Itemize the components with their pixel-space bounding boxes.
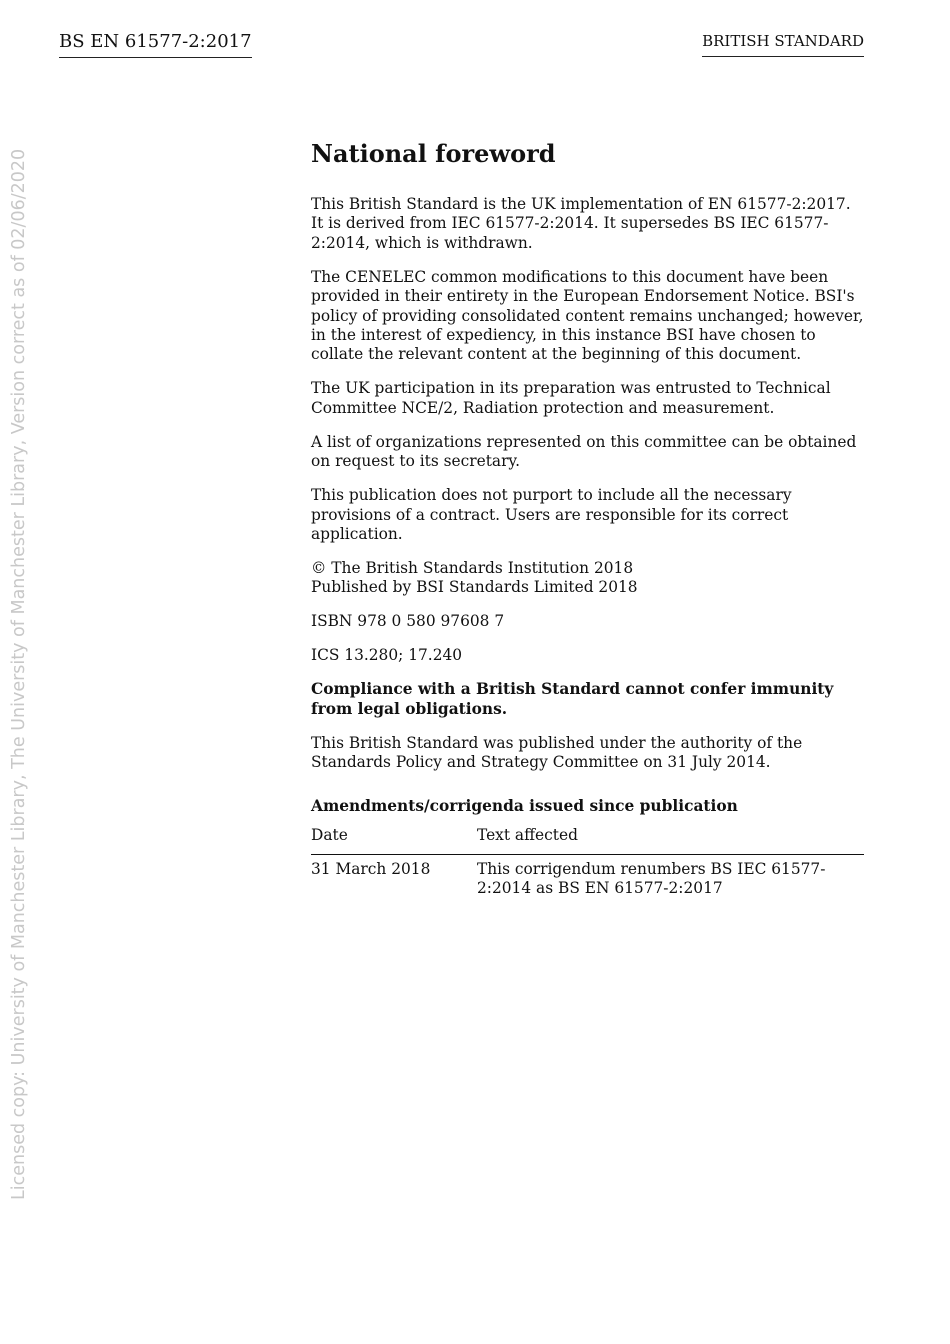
amendment-date: 31 March 2018 [311, 859, 431, 878]
page-title: National foreword [311, 139, 556, 168]
implementation-paragraph: This British Standard is the UK implementation of EN 61577-2:2017. It is derived from IEC 61577-2:2014. It supersedes BS IEC 61577-2:2014, which is withdrawn. [311, 195, 851, 252]
committee-paragraph: The UK participation in its preparation was entrusted to Technical Committee NCE/2, Radiation protection and measurement. [311, 379, 831, 417]
copyright-line: © The British Standards Institution 2018 [311, 559, 634, 578]
amendments-heading: Amendments/corrigenda issued since publication [311, 796, 738, 815]
publication-type-header: BRITISH STANDARD [702, 32, 864, 57]
table-row [311, 854, 864, 898]
disclaimer-paragraph: This publication does not purport to include all the necessary provisions of a contract. Users are responsible for its correct application. [311, 486, 792, 544]
national-foreword [311, 139, 866, 898]
license-watermark: Licensed copy: University of Manchester Library, The University of Manchester Library, Version correct as of 02/06/2020 [9, 148, 29, 1200]
column-header-date: Date [311, 826, 477, 854]
compliance-statement: Compliance with a British Standard cannot confer immunity from legal obligations. [311, 680, 834, 718]
amendment-text: This corrigendum renumbers BS IEC 61577-2:2014 as BS EN 61577-2:2017 [477, 859, 826, 897]
authority-paragraph: This British Standard was published under the authority of the Standards Policy and Strategy Committee on 31 July 2014. [311, 733, 803, 772]
copyright-block [311, 559, 866, 598]
publisher-line: Published by BSI Standards Limited 2018 [311, 578, 638, 597]
column-header-text-affected: Text affected [477, 826, 864, 854]
amendments-table [311, 826, 864, 898]
table-header-row [311, 826, 864, 854]
isbn-line: ISBN 978 0 580 97608 7 [311, 612, 505, 631]
organizations-paragraph: A list of organizations represented on this committee can be obtained on request to its secretary. [311, 432, 857, 471]
ics-line: ICS 13.280; 17.240 [311, 646, 463, 665]
cenelec-paragraph: The CENELEC common modifications to this document have been provided in their entirety in the European Endorsement Notice. BSI's policy of providing consolidated content remains unchanged; however, in the interest of expediency, in this instance BSI have chosen to collate the relevant content at the beginning of this document. [311, 267, 864, 364]
document-id-header: BS EN 61577-2:2017 [59, 31, 252, 58]
